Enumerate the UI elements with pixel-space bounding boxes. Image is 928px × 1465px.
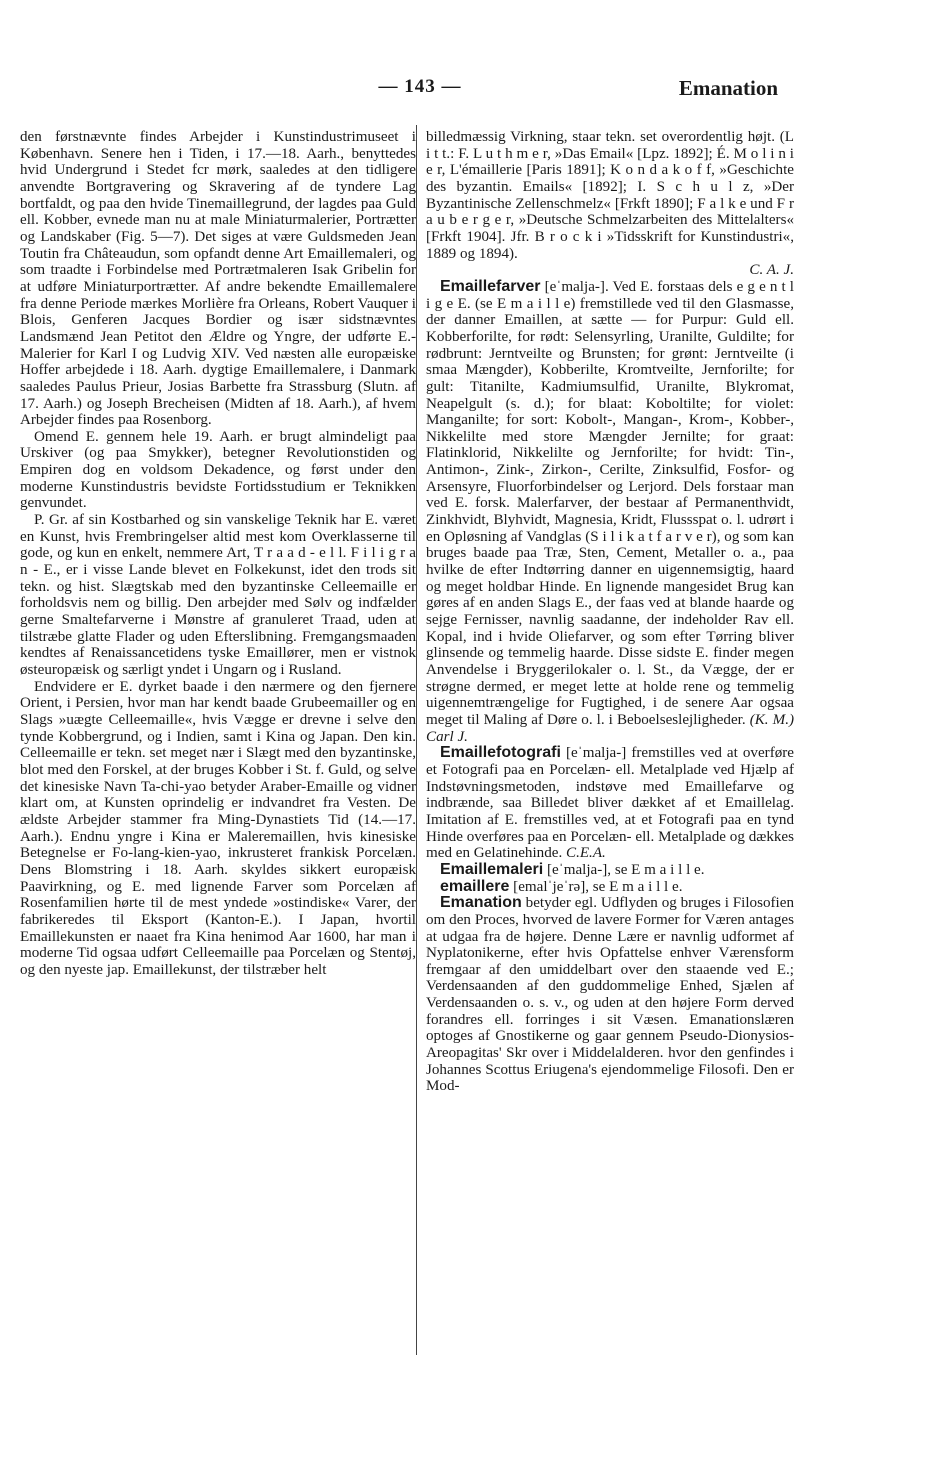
- entry-emaillere: [426, 879, 794, 896]
- entry-text: fremstilles ved at overføre et Fotografi paa en Porcelæn- ell. Metalplade ved Hjælp af Indstøvningsmetoden, indstøve med Emaillefarve og indbrænde, saa Billedet bliver dækket af et Emaillelag. Imitation af E. fremstilles ved, at et Fotografi paa en tynd Hinde overføres paa en Porcelæn- ell. Metalplade og dækkes med en Gelatinehinde.: [426, 745, 794, 862]
- running-head: Emanation: [678, 76, 778, 100]
- entry-emaillefarver: [426, 279, 794, 745]
- page-number: — 143 —: [378, 76, 462, 97]
- entry-emaillemaleri: [426, 862, 794, 879]
- column-divider: [416, 125, 417, 1355]
- paragraph: den førstnævnte findes Arbejder i Kunstindustrimuseet i København. Senere hen i Tiden, i 17.—18. Aarh., benyttedes hvid Undergrund i Stedet fcr mørk, saaledes at den tidligere anvendte Bortgravering og Skravering af de tyndere Lag bortfaldt, og paa den hvide Tinemaillegrund, der lagdes paa Guld ell. Kobber, evnede man nu at male Miniaturmalerier, Portrætter og Landskaber (Fig. 5—7). Det siges at være Guldsmeden Jean Toutin fra Châteaudun, som opfandt denne Art Emaillemaleri, og som traadte i Forbindelse med Portrætmaleren Isak Gribelin for at udføre Miniaturportrætter. Af andre bekendte Emaillemalere fra denne Periode mærkes Morlière fra Orleans, Robert Vauquer i Blois, Genferen Jacques Bordier og især sidstnævntes Landsmænd Jean Petitot den Ældre og Yngre, der udførte E.-Malerier for Karl I og Ludvig XIV. Ved næsten alle europæiske Hoffer arbejdede i 18. Aarh. dygtige Emaillemalere, i Danmark saaledes Paulus Prieur, Josias Barbette fra Strassburg (Slutn. af 17. Aarh.) og Joseph Brecheisen (Midten af 18. Aarh.), af hvem Arbejder findes paa Rosenborg.: [20, 129, 416, 429]
- headword: Emaillefarver: [440, 277, 541, 295]
- paragraph: billedmæssig Virkning, staar tekn. set overordentlig højt. (L i t t.: F. L u t h m e r, »Das Email« [Lpz. 1892]; É. M o l i n i e r, L'émaillerie [Paris 1891]; K o n d a k o f f, »Geschichte des byzantin. Emails« [1892]; I. S c h u l z, »Der Byzantinische Zellenschmelz« [Frkft 1890]; F a l k e und F r a u b e r g e r, »Deutsche Schmelzarbeiten des Mittelalters« [Frkft 1904]. Jfr. B r o c k i »Tidsskrift for Kunstindustri«, 1889 og 1894).: [426, 129, 794, 262]
- entry-emaillefotografi: [426, 745, 794, 862]
- entry-text: [eˈmalja-], se E m a i l l e.: [546, 861, 705, 878]
- signature: C.E.A.: [566, 845, 606, 862]
- signature: C. A. J.: [749, 262, 794, 279]
- right-column: [426, 129, 794, 1095]
- headword: emaillere: [440, 877, 510, 895]
- headword: Emaillemaleri: [440, 860, 544, 878]
- signature: (K. M.) Carl J.: [426, 711, 794, 745]
- paragraph: P. Gr. af sin Kostbarhed og sin vanskelige Teknik har E. været en Kunst, hvis Frembringelser altid mest kom Overklasserne til gode, og kun en enkelt, nemmere Art, T r a a d - e l l. F i l i g r a n - E., er i visse Lande blevet en Folkekunst, idet den trods sit tekn. og hist. Slægtskab med den byzantinske Celleemaille er forholdsvis nem og billig. Den arbejder med Sølv og indfælder gerne Smaltefarverne i Mønstre af granuleret Traad, uden at tilstræbe glatte Flader og uden Efterslibning. Fremgangsmaaden kendtes af Renaissancetidens tyske Emaillører, men er vistnok østeuropæisk og særligt yndet i Ungarn og i Rusland.: [20, 512, 416, 678]
- pronunciation: [eˈmalja-].: [544, 278, 609, 295]
- entry-text: betyder egl. Udflyden og bruges i Filosofien om den Proces, hvorved de lavere Former for Væren antages at udgaa fra de højere. Denne Lære er navnlig udformet af Nyplatonikerne, efter hvis Opfattelse enhver Værensform fremgaar af den umiddelbart over den staaende ved E.; Verdensaanden af den guddommelige Enhed, Sjælen af Verdensaanden o. s. v., og uden at den højere Form derved forandres ell. forringes i sit Væsen. Emanationslæren optoges af Gnostikerne og gaar gennem Pseudo-Dionysios-Areopagitas' Skr over i Middelalderen. hvor den genfindes i Johannes Scottus Eriugena's ejendommelige Filosofi. Den er Mod-: [426, 895, 794, 1095]
- left-column: [20, 129, 416, 978]
- paragraph: Endvidere er E. dyrket baade i den nærmere og den fjernere Orient, i Persien, hvor man har kendt baade Grubeemailler og en Slags »uægte Celleemaille«, hvis Vægge er drevne i selve den tynde Kobbergrund, og i Indien, samt i Kina og Japan. Den kin. Celleemaille er tekn. set meget nær i Slægt med den byzantinske, blot med den Forskel, at der bruges Kobber i St. f. Guld, og selve det kinesiske Navn Ta-chi-yao betyder Araber-Emaille og vidner klart om, at Kunsten oprindelig er indvandret fra Vesten. De ældste Arbejder stammer fra Ming-Dynastiets Tid (14.—17. Aarh.). Endnu yngre i Kina er Maleremaillen, hvis kinesiske Betegnelse er Fo-lang-kien-yao, inkrusteret frankisk Porcelæn. Dens Blomstring i 18. Aarh. skyldes sikkert europæisk Paavirkning, og E. med lignende Farver som Porcelæn af Rosenfamilien hørte til de mest yndede »ostindiske« Varer, der fabrikeredes til Eksport (Kanton-E.). I Japan, hvortil Emaillekunsten er naaet fra Kina henimod Aar 1600, har man i moderne Tid ogsaa udført Celleemaille paa Porcelæn og Stentøj, og den nyeste jap. Emaillekunst, der tilstræber helt: [20, 678, 416, 978]
- entry-emanation: [426, 895, 794, 1095]
- entry-text: Ved E. forstaas dels e g e n t l i g e E. (se E m a i l l e) fremstillede ved til den Glasmasse, der danner Emaillen, at sætte — for Purpur: Guld ell. Kobberforilte, for rødt: Selensyrling, Uranilte, Guldilte; for rødbrunt: Jerntveilte og Brunsten; for grønt: Jerntveilte (i smaa Mængder), Kobberilte, Kromtveilte, Jernforilte; for gult: Titanilte, Kadmiumsulfid, Uranilte, Blykromat, Neapelgult (s. d.); for blaat: Koboltilte; for violet: Manganilte; for sort: Kobolt-, Mangan-, Krom-, Kobber-, Nikkelilte med store Mængder Jernilte; for graat: Flatinklorid, Nikkelilte og Jernforilte; for hvidt: Tin-, Antimon-, Zink-, Zirkon-, Cerilte, Zinksulfid, Fosfor- og Arsensyre, Fluorforbindelser og Lerjord. Dels forstaar man ved E. forsk. Malerfarver, der bestaar af Permanenthvidt, Zinkhvidt, Blyhvidt, Magnesia, Kridt, Flussspat o. l. udrørt i en Opløsning af Vandglas (S i l i k a t f a r v e r), og som kan bruges baade paa Træ, Sten, Cement, Metaller o. a., paa hvilke de efter Indtørring danner en uigennemsigtig, haard og meget holdbar Hinde. En lignende mangesidet Brug kan gøres af en anden Slags E., der faas ved at blande haarde og sejge Fernisser, navnlig saadanne, der indeholder Rav ell. Kopal, ind i hvide Oliefarver, og som efter Tørring bliver glinsende og temmelig haarde. Disse sidste E. finder megen Anvendelse i Bryggerilokaler o. l. St., da Vægge, der er strøgne dermed, er meget lette at holde rene og temmelig uigennemtrængelige for Fugtighed, i de senere Aar ogsaa meget til Maling af Døre o. l. i Beboelseslejligheder.: [426, 278, 794, 728]
- headword: Emanation: [440, 894, 522, 912]
- headword: Emaillefotografi: [440, 744, 561, 762]
- pronunciation: [eˈmalja-]: [565, 745, 627, 762]
- paragraph: Omend E. gennem hele 19. Aarh. er brugt almindeligt paa Urskiver (og paa Smykker), betegner Revolutionstiden og Empiren dog en voldsom Dekadence, og først under den moderne Kunstindustris bevidste Fortidsstudium er Teknikken genvundet.: [20, 428, 416, 512]
- entry-text: [emalˈjeˈrə], se E m a i l l e.: [513, 878, 683, 895]
